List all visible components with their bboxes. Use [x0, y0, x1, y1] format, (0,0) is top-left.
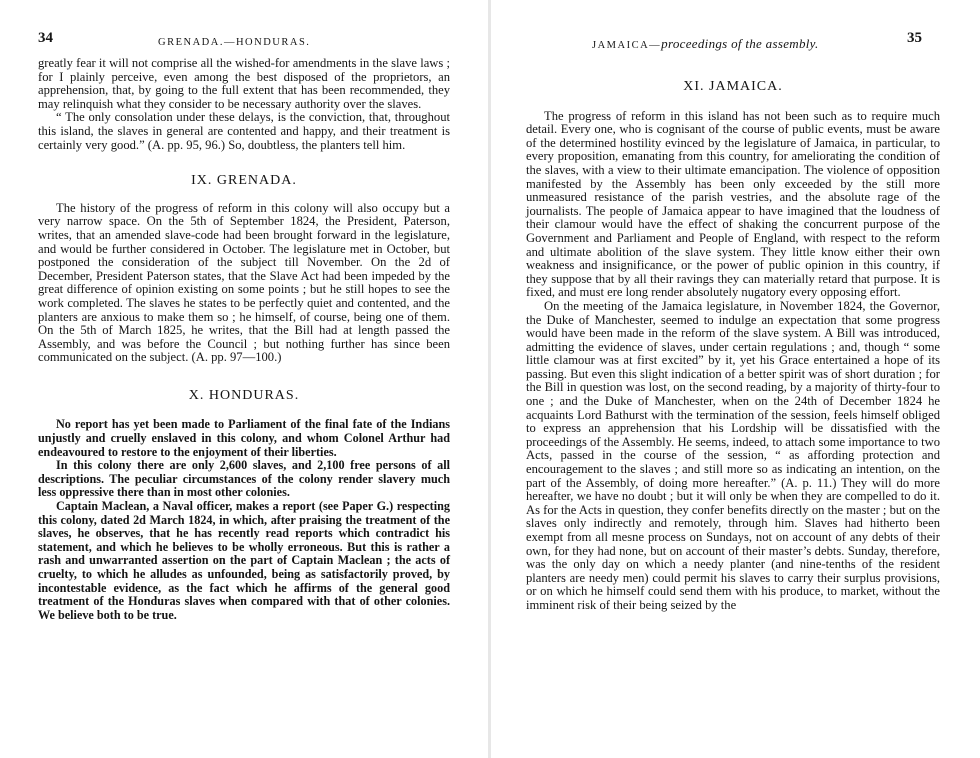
section-title-honduras: X. HONDURAS.: [188, 387, 300, 403]
paragraph-honduras-3: Captain Maclean, a Naval officer, makes a report (see Paper G.) respecting this colony, dated 2d March 1824, in which, after praising the treatment of the slaves, he observes, that he has recently read reports which contradict his statement, and which he believes to be wholly erroneous. But this is rather a rash and unwarranted assertion on the part of Captain Maclean ; the acts of cruelty, to which he alludes as unfounded, being as satisfactorily proved, by incontestable evidence, as the fact which he affirms of the general good treatment of the Honduras slaves when compared with that of other colonies. We believe both to be true.: [38, 499, 450, 622]
right-running-head-italic: proceedings of the assembly.: [661, 36, 819, 51]
paragraph-honduras-2: In this colony there are only 2,600 slaves, and 2,100 free persons of all descriptions. The peculiar circumstances of the colony render slavery much less oppressive there than in most other colonies.: [38, 458, 450, 500]
right-running-head: [592, 36, 819, 52]
section-title-jamaica: XI. JAMAICA.: [683, 79, 783, 94]
right-page-number: 35: [907, 30, 922, 46]
paragraph-honduras-1: No report has yet been made to Parliament of the final fate of the Indians unjustly and cruelly enslaved in this colony, and whom Colonel Arthur had endeavoured to restore to the enjoyment of their liberties.: [38, 417, 450, 459]
paragraph-grenada: The history of the progress of reform in this colony will also occupy but a very narrow space. On the 5th of September 1824, the President, Paterson, writes, that an amended slave-code had been brought forward in the legislature, and would be further considered in October. The legislature met in October, but postponed the consideration of the subject till November. On the 2d of December, President Paterson states, that the Slave Act had been impeded by the great difference of opinion existing on some points ; but he still hopes to see the work completed. The slaves he states to be perfectly quiet and contented, and the planters are anxious to make them so ; he himself, of course, being one of them. On the 5th of March 1825, he writes, that the Bill had at length passed the Assembly, and was before the Council ; but nothing further has since been communicated on the subject. (A. pp. 97—100.): [38, 200, 450, 365]
paragraph-jamaica-1: The progress of reform in this island has not been such as to require much detail. Every one, who is cognisant of the course of public events, must be aware of the determined hostility evinced by the legislature of Jamaica, in particular, to every proposition, emanating from this country, for ameliorating the condition of the slaves, with a view to their ultimate emancipation. The violence of opposition manifested by the Assembly has been only exceeded by the still more unmeasured resistance of the parish vestries, and the absolute rage of the journalists. The people of Jamaica appear to have imagined that the loudness of their clamour would have the effect of shaking the concurrent purpose of the Government and Parliament and People of England, with respect to the reform and ultimate abolition of the slave system. They little know either their own weakness and insignificance, or the power of public opinion in this country, if they suppose that by all their ravings they can materially retard that purpose. It is fixed, and must ere long render absolutely nugatory every opposing effort.: [526, 108, 940, 300]
paragraph-jamaica-2: On the meeting of the Jamaica legislature, in November 1824, the Governor, the Duke of Manchester, seemed to indulge an expectation that some progress would have been made in the reform of the slave system. A Bill was introduced, admitting the evidence of slaves, under certain regulations ; and, though “ some little clamour was at first excited” by it, yet his Grace entertained a hope of its passing. But even this slight indication of a better spirit was of short duration ; for the Bill in question was lost, on the second reading, by a majority of thirty-four to one ; and the Duke of Manchester, when on the 24th of December 1824 he acquaints Lord Bathurst with the termination of the session, feels himself obliged to express an apprehension that his Lordship will be dissatisfied with the proceedings of the Assembly. He seems, indeed, to attach some importance to two Acts, passed in the course of the session, “ as affording protection and encouragement to the slaves ; and still more so as indicating an intention, on the part of the Assembly, of doing more hereafter.” (A. p. 11.) They will do more hereafter, we have no doubt ; but it will only be when they are compelled to do it. As for the Acts in question, they confer benefits directly on the master ; but on the slaves only indirectly and remotely, through him. Slaves had hitherto been exempt from all mesne process on Sundays, not on account of any debts of their own, for they had none, but on account of their master’s debts. Sunday, therefore, was the only day on which a needy planter (and nine-tenths of the resident planters are needy men) could permit his slaves to carry their surplus provisions, or on which he himself could send them with his produce, to market, without the imminent risk of their being seized by the: [526, 298, 940, 612]
left-column: [38, 57, 450, 622]
section-title-grenada: IX. GRENADA.: [191, 173, 297, 189]
paragraph-continuation: greatly fear it will not comprise all the wished-for amendments in the slave laws ; for I plainly perceive, even among the best disposed of the proprietors, an apprehension, that, by going to the full extent that has been recommended, they may relinquish what they consider to be necessary authority over the slaves.: [38, 56, 450, 111]
right-column: [526, 80, 940, 613]
left-running-head: GRENADA.—HONDURAS.: [158, 37, 311, 48]
left-page-number: 34: [38, 30, 53, 46]
paragraph-quote: “ The only consolation under these delays, is the conviction, that, throughout this island, the slaves in general are contented and happy, and their treatment is certainly very good.” (A. pp. 95, 96.) So, doubtless, the planters tell him.: [38, 110, 450, 152]
right-running-head-caps: JAMAICA—: [592, 40, 662, 51]
right-page: [490, 0, 980, 758]
